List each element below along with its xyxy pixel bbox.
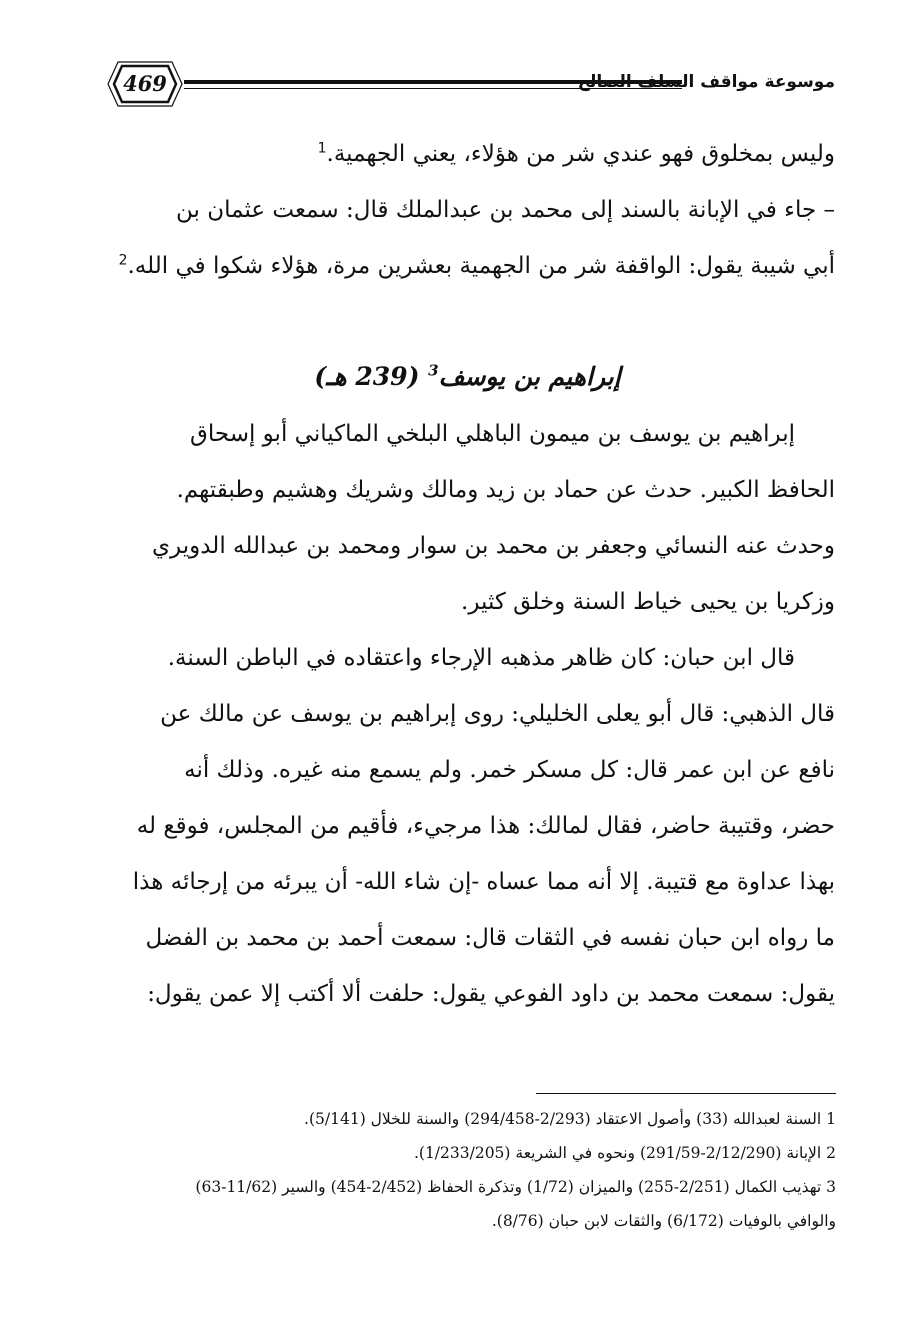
section-title-name: إبراهيم بن يوسف [438, 362, 621, 391]
footnote-separator [536, 1093, 836, 1094]
page-header [100, 52, 835, 126]
footnote-ref[interactable]: 3 [428, 361, 439, 380]
intro-paragraph [100, 126, 835, 294]
page-number-badge [104, 58, 186, 110]
text-line: بهذا عداوة مع قتيبة. إلا أنه مما عساه -إن شاء الله- أن يبرئه من إرجائه هذا [132, 869, 835, 895]
footnote-line: والوافي بالوفيات (6/172) والثقات لابن حبان (8/76). [491, 1212, 836, 1230]
book-title: موسوعة مواقف السلف الصالح [577, 72, 835, 92]
text-line: إبراهيم بن يوسف بن ميمون الباهلي البلخي الماكياني أبو إسحاق [190, 421, 795, 447]
text-line: وزكريا بن يحيى خياط السنة وخلق كثير. [461, 589, 835, 615]
text-line: الحافظ الكبير. حدث عن حماد بن زيد ومالك وشريك وهشيم وطبقتهم. [176, 477, 835, 503]
footnote-line: 1 السنة لعبدالله (33) وأصول الاعتقاد (2/293-294/458) والسنة للخلال (5/141). [304, 1110, 836, 1128]
footnotes [96, 1102, 836, 1238]
footnote-line: 3 تهذيب الكمال (2/251-255) والميزان (1/72) وتذكرة الحفاظ (2/452-454) والسير (11/62-63) [195, 1178, 836, 1196]
section-title-date: (239 هـ) [314, 362, 420, 391]
text-line-content: أبي شيبة يقول: الواقفة شر من الجهمية بعشرين مرة، هؤلاء شكوا في الله. [127, 253, 835, 279]
section-title [100, 352, 835, 402]
footnote-ref[interactable]: 1 [317, 140, 327, 157]
text-line [100, 126, 835, 182]
text-line: حضر، وقتيبة حاضر، فقال لمالك: هذا مرجيء، فأقيم من المجلس، فوقع له [136, 813, 835, 839]
body-paragraphs [100, 406, 835, 1022]
text-line: قال ابن حبان: كان ظاهر مذهبه الإرجاء واعتقاده في الباطن السنة. [167, 645, 795, 671]
text-line: يقول: سمعت محمد بن داود الفوعي يقول: حلفت ألا أكتب إلا عمن يقول: [147, 981, 835, 1007]
text-line-content: وليس بمخلوق فهو عندي شر من هؤلاء، يعني الجهمية. [326, 141, 835, 167]
text-line [100, 238, 835, 294]
text-line: قال الذهبي: قال أبو يعلى الخليلي: روى إبراهيم بن يوسف عن مالك عن [160, 701, 835, 727]
text-line: ما رواه ابن حبان نفسه في الثقات قال: سمعت أحمد بن محمد بن الفضل [145, 925, 835, 951]
text-line: نافع عن ابن عمر قال: كل مسكر خمر. ولم يسمع منه غيره. وذلك أنه [184, 757, 835, 783]
page-number: 469 [123, 71, 167, 96]
footnote-ref[interactable]: 2 [118, 252, 128, 269]
text-line: وحدث عنه النسائي وجعفر بن محمد بن سوار ومحمد بن عبدالله الدويري [152, 533, 835, 559]
footnote-line: 2 الإبانة (2/12/290-291/59) ونحوه في الشريعة (1/233/205). [413, 1144, 836, 1162]
text-line: – جاء في الإبانة بالسند إلى محمد بن عبدالملك قال: سمعت عثمان بن [176, 197, 835, 223]
